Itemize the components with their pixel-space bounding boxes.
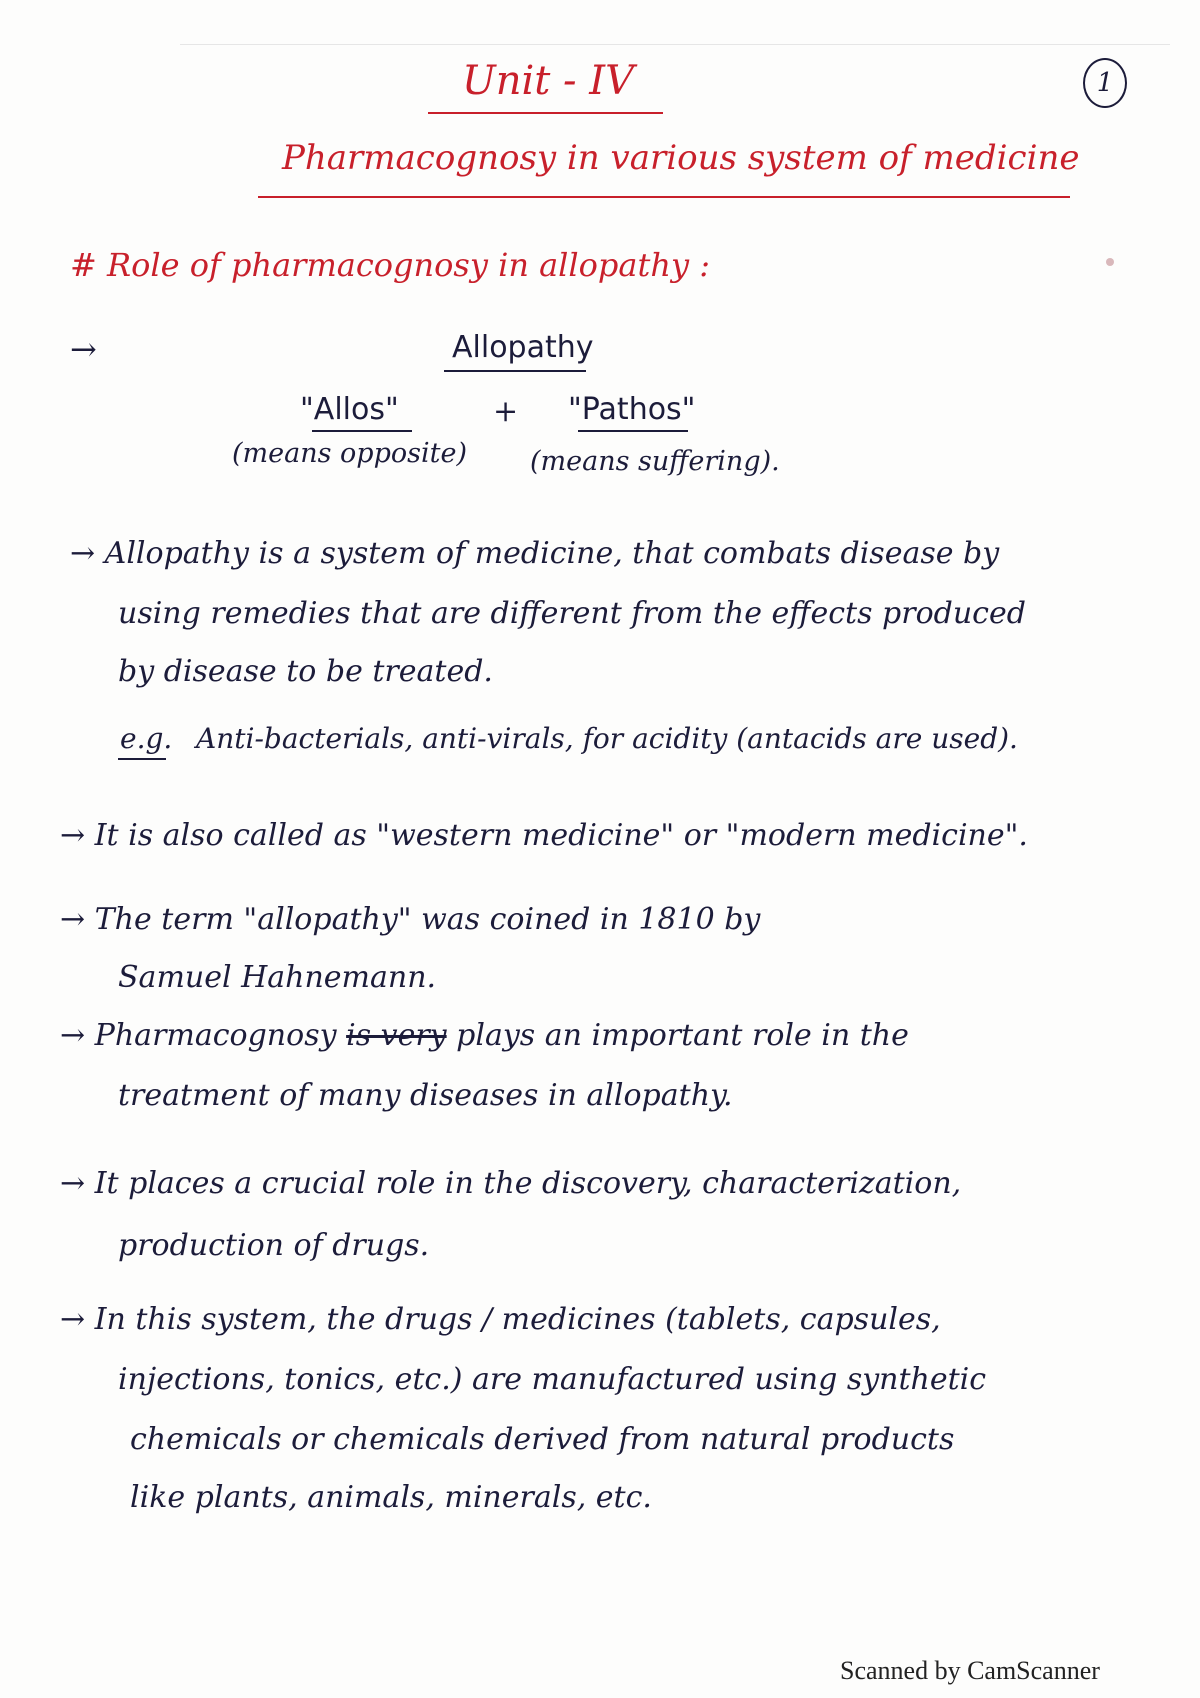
diagram-arrow: → [70,330,97,368]
note-line [60,1018,909,1053]
diagram-part2: "Pathos" [568,392,696,427]
diagram-plus: + [493,394,519,429]
page-top-rule [180,44,1170,45]
subtitle-underline [258,196,1070,198]
diagram-word-underline [444,370,586,372]
section-heading: # Role of pharmacognosy in allopathy : [70,246,710,284]
page-number: 1 [1083,58,1127,108]
example-label: e.g. [120,722,173,755]
note-text: → Pharmacognosy [60,1018,337,1053]
note-line: → It is also called as "western medicine" or "modern medicine". [60,818,1028,853]
note-line: Samuel Hahnemann. [118,960,437,995]
note-line: like plants, animals, minerals, etc. [130,1480,652,1515]
note-line: production of drugs. [118,1228,430,1263]
note-line: → Allopathy is a system of medicine, that combats disease by [70,536,1000,571]
diagram-part1-meaning: (means opposite) [232,438,467,469]
note-line: treatment of many diseases in allopathy. [118,1078,733,1113]
diagram-part1: "Allos" [300,392,399,427]
ink-spot [1106,258,1114,266]
unit-title-underline [428,112,663,114]
diagram-part2-underline [578,430,688,432]
example-text: Anti-bacterials, anti-virals, for acidity (antacids are used). [196,722,1018,755]
diagram-part2-meaning: (means suffering). [530,446,780,477]
note-line: chemicals or chemicals derived from natural products [130,1422,955,1457]
note-line: by disease to be treated. [118,654,493,689]
struck-text: is very [346,1018,447,1053]
diagram-word: Allopathy [452,330,594,365]
note-line: → The term "allopathy" was coined in 1810 by [60,902,761,937]
page-subtitle: Pharmacognosy in various system of medicine [282,138,1080,178]
example-label-underline [118,758,166,760]
note-line: using remedies that are different from the effects produced [118,596,1026,631]
note-line: → It places a crucial role in the discovery, characterization, [60,1166,962,1201]
unit-title: Unit - IV [462,58,634,104]
scanner-watermark: Scanned by CamScanner [840,1656,1100,1685]
note-line: injections, tonics, etc.) are manufactured using synthetic [118,1362,987,1397]
note-line: → In this system, the drugs / medicines (tablets, capsules, [60,1302,941,1337]
note-text: plays an important role in the [456,1018,909,1053]
diagram-part1-underline [312,430,412,432]
